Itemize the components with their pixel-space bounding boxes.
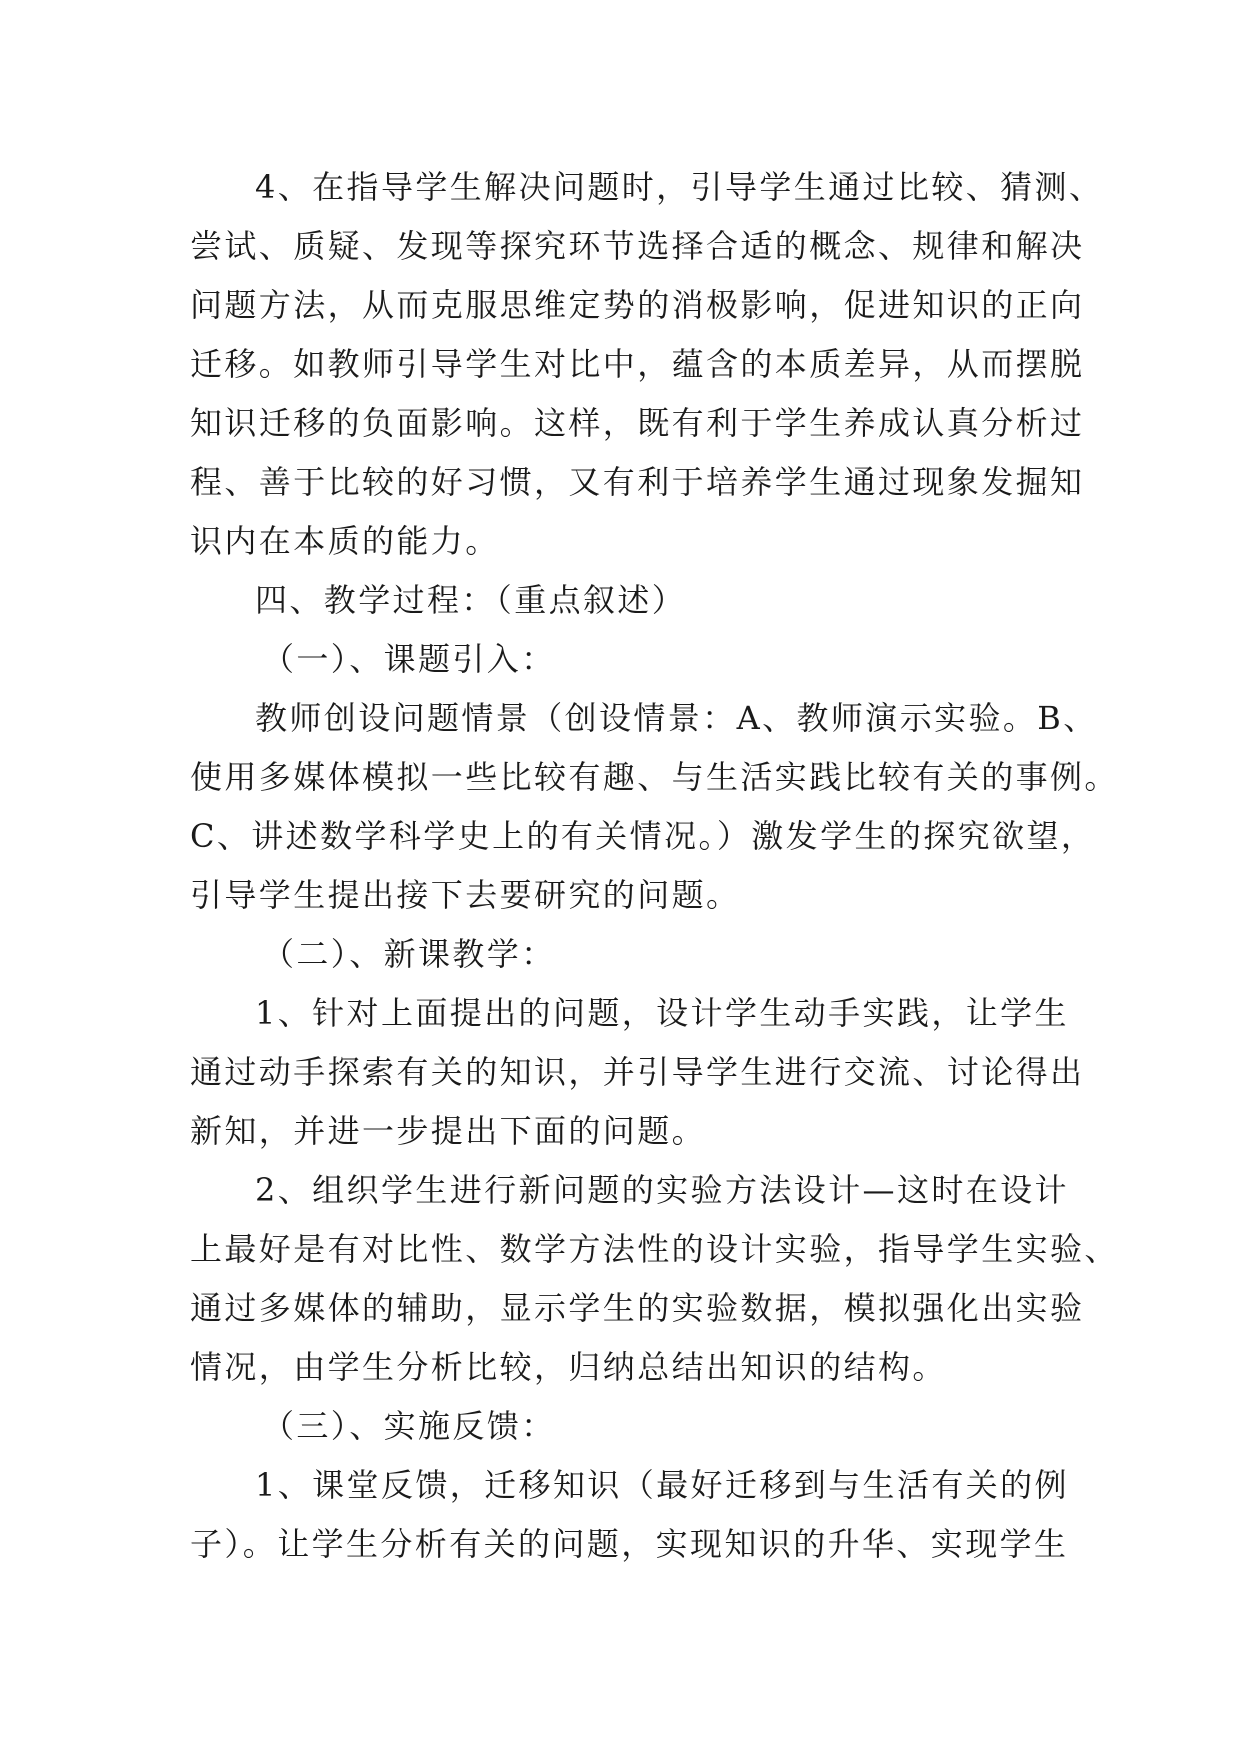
paragraph-new-lesson-1-line-3: 新知，并进一步提出下面的问题。 [190,1112,707,1150]
subheading-topic-introduction: （一）、课题引入： [262,640,556,678]
paragraph-item-4-line-7: 识内在本质的能力。 [190,522,500,560]
paragraph-intro-line-4: 引导学生提出接下去要研究的问题。 [190,876,741,914]
paragraph-intro-line-2: 使用多媒体模拟一些比较有趣、与生活实践比较有关的事例。 [190,758,1119,796]
subheading-feedback: （三）、实施反馈： [262,1407,556,1445]
section-heading-teaching-process: 四、教学过程：（重点叙述） [255,581,687,619]
paragraph-new-lesson-1-line-1: 1、针对上面提出的问题，设计学生动手实践，让学生 [255,994,1069,1032]
paragraph-new-lesson-2-line-3: 通过多媒体的辅助，显示学生的实验数据，模拟强化出实验 [190,1289,1085,1327]
paragraph-new-lesson-1-line-2: 通过动手探索有关的知识，并引导学生进行交流、讨论得出 [190,1053,1085,1091]
paragraph-new-lesson-2-line-2: 上最好是有对比性、数学方法性的设计实验，指导学生实验、 [190,1230,1119,1268]
paragraph-item-4-line-1: 4、在指导学生解决问题时，引导学生通过比较、猜测、 [255,168,1104,206]
paragraph-intro-line-3: C、讲述数学科学史上的有关情况。）激发学生的探究欲望， [190,817,1096,855]
paragraph-new-lesson-2-line-1: 2、组织学生进行新问题的实验方法设计—这时在设计 [255,1171,1069,1209]
paragraph-item-4-line-6: 程、善于比较的好习惯，又有利于培养学生通过现象发掘知 [190,463,1085,501]
paragraph-item-4-line-2: 尝试、质疑、发现等探究环节选择合适的概念、规律和解决 [190,227,1085,265]
paragraph-feedback-1-line-1: 1、课堂反馈，迁移知识（最好迁移到与生活有关的例 [255,1466,1069,1504]
paragraph-new-lesson-2-line-4: 情况，由学生分析比较，归纳总结出知识的结构。 [190,1348,947,1386]
paragraph-item-4-line-4: 迁移。如教师引导学生对比中，蕴含的本质差异，从而摆脱 [190,345,1085,383]
paragraph-intro-line-1: 教师创设问题情景（创设情景：A、教师演示实验。B、 [255,699,1098,737]
paragraph-feedback-1-line-2: 子）。让学生分析有关的问题，实现知识的升华、实现学生 [190,1525,1069,1563]
paragraph-item-4-line-5: 知识迁移的负面影响。这样，既有利于学生养成认真分析过 [190,404,1085,442]
subheading-new-lesson: （二）、新课教学： [262,935,556,973]
paragraph-item-4-line-3: 问题方法，从而克服思维定势的消极影响，促进知识的正向 [190,286,1085,324]
